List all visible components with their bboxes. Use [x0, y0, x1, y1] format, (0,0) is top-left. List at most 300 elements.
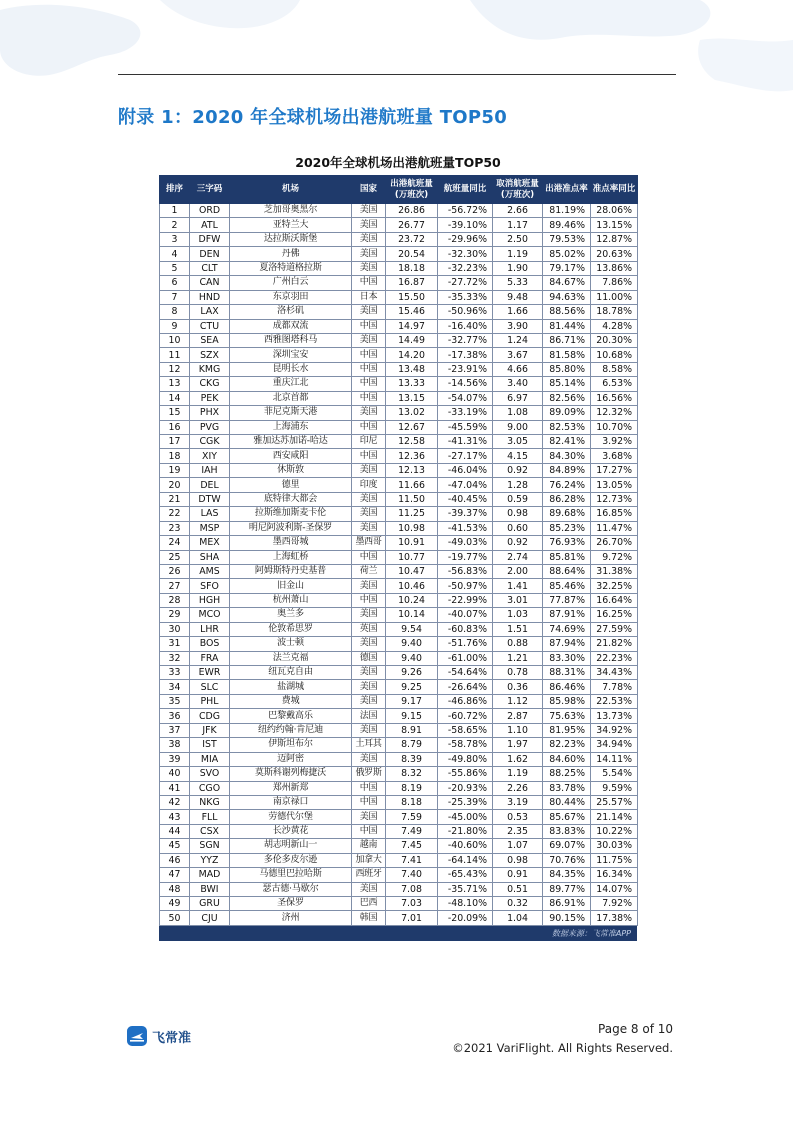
header-ontime: 出港准点率: [543, 176, 591, 204]
cell-cancel: 4.66: [493, 362, 543, 376]
cell-ontime-yoy: 6.53%: [591, 377, 638, 391]
cell-cancel: 1.19: [493, 247, 543, 261]
cell-ontime: 80.44%: [543, 795, 591, 809]
cell-rank: 37: [160, 723, 190, 737]
cell-ontime: 88.31%: [543, 666, 591, 680]
cell-flights: 10.46: [386, 579, 438, 593]
cell-airport: 重庆江北: [230, 377, 352, 391]
cell-ontime: 86.71%: [543, 333, 591, 347]
cell-cancel: 1.21: [493, 651, 543, 665]
cell-airport: 郑州新郑: [230, 781, 352, 795]
cell-flights: 20.54: [386, 247, 438, 261]
cell-rank: 34: [160, 680, 190, 694]
cell-country: 印度: [352, 478, 386, 492]
cell-yoy: -56.83%: [438, 564, 493, 578]
cell-flights: 11.66: [386, 478, 438, 492]
cell-country: 德国: [352, 651, 386, 665]
table-row: [160, 536, 638, 550]
cell-yoy: -27.17%: [438, 449, 493, 463]
cell-ontime: 86.46%: [543, 680, 591, 694]
cell-country: 中国: [352, 276, 386, 290]
cell-ontime-yoy: 11.47%: [591, 521, 638, 535]
cell-rank: 48: [160, 882, 190, 896]
cell-ontime: 70.76%: [543, 853, 591, 867]
cell-cancel: 1.51: [493, 622, 543, 636]
cell-yoy: -56.72%: [438, 204, 493, 218]
cell-airport: 广州白云: [230, 276, 352, 290]
cell-country: 美国: [352, 333, 386, 347]
logo-text: 飞常准: [152, 1030, 192, 1046]
cell-airport: 迈阿密: [230, 752, 352, 766]
cell-rank: 7: [160, 290, 190, 304]
table-row: [160, 767, 638, 781]
cell-cancel: 0.51: [493, 882, 543, 896]
cell-yoy: -21.80%: [438, 824, 493, 838]
cell-cancel: 1.12: [493, 694, 543, 708]
cell-ontime: 82.56%: [543, 391, 591, 405]
table-row: [160, 694, 638, 708]
cell-ontime-yoy: 14.11%: [591, 752, 638, 766]
cell-country: 中国: [352, 449, 386, 463]
cell-rank: 25: [160, 550, 190, 564]
cell-code: CKG: [190, 377, 230, 391]
cell-flights: 18.18: [386, 261, 438, 275]
cell-country: 美国: [352, 204, 386, 218]
cell-rank: 26: [160, 564, 190, 578]
cell-yoy: -46.04%: [438, 463, 493, 477]
cell-yoy: -33.19%: [438, 406, 493, 420]
table-row: [160, 882, 638, 896]
cell-yoy: -29.96%: [438, 232, 493, 246]
cell-flights: 12.67: [386, 420, 438, 434]
cell-country: 中国: [352, 593, 386, 607]
cell-cancel: 1.28: [493, 478, 543, 492]
cell-flights: 12.13: [386, 463, 438, 477]
header-code: 三字码: [190, 176, 230, 204]
table-row: [160, 579, 638, 593]
cell-ontime-yoy: 21.14%: [591, 810, 638, 824]
table-row: [160, 362, 638, 376]
cell-ontime-yoy: 16.56%: [591, 391, 638, 405]
cell-cancel: 9.48: [493, 290, 543, 304]
cell-ontime: 83.78%: [543, 781, 591, 795]
cell-ontime-yoy: 22.53%: [591, 694, 638, 708]
variflight-logo-icon: [127, 1026, 147, 1046]
cell-ontime-yoy: 11.75%: [591, 853, 638, 867]
cell-country: 美国: [352, 261, 386, 275]
table-row: [160, 911, 638, 925]
cell-ontime: 87.91%: [543, 608, 591, 622]
table-row: [160, 666, 638, 680]
table-row: [160, 853, 638, 867]
cell-cancel: 1.17: [493, 218, 543, 232]
cell-airport: 成都双流: [230, 319, 352, 333]
cell-country: 美国: [352, 694, 386, 708]
cell-yoy: -50.96%: [438, 305, 493, 319]
cell-flights: 26.86: [386, 204, 438, 218]
cell-ontime: 85.80%: [543, 362, 591, 376]
cell-yoy: -54.07%: [438, 391, 493, 405]
cell-rank: 4: [160, 247, 190, 261]
cell-rank: 11: [160, 348, 190, 362]
cell-yoy: -20.09%: [438, 911, 493, 925]
cell-rank: 40: [160, 767, 190, 781]
table-row: [160, 247, 638, 261]
cell-country: 俄罗斯: [352, 767, 386, 781]
cell-rank: 39: [160, 752, 190, 766]
cell-airport: 长沙黄花: [230, 824, 352, 838]
cell-ontime-yoy: 10.22%: [591, 824, 638, 838]
table-row: [160, 463, 638, 477]
cell-ontime: 69.07%: [543, 839, 591, 853]
cell-country: 中国: [352, 348, 386, 362]
cell-country: 土耳其: [352, 738, 386, 752]
cell-airport: 奥兰多: [230, 608, 352, 622]
cell-ontime-yoy: 3.92%: [591, 435, 638, 449]
table-title: 2020年全球机场出港航班量TOP50: [295, 155, 501, 170]
table-row: [160, 593, 638, 607]
cell-airport: 盐湖城: [230, 680, 352, 694]
cell-flights: 8.79: [386, 738, 438, 752]
cell-rank: 32: [160, 651, 190, 665]
cell-flights: 10.47: [386, 564, 438, 578]
table-row: [160, 897, 638, 911]
cell-ontime-yoy: 28.06%: [591, 204, 638, 218]
cell-rank: 36: [160, 709, 190, 723]
cell-cancel: 0.53: [493, 810, 543, 824]
cell-ontime: 76.93%: [543, 536, 591, 550]
table-row: [160, 810, 638, 824]
cell-ontime: 81.58%: [543, 348, 591, 362]
cell-yoy: -48.10%: [438, 897, 493, 911]
cell-cancel: 0.59: [493, 492, 543, 506]
cell-airport: 费城: [230, 694, 352, 708]
cell-airport: 伊斯坦布尔: [230, 738, 352, 752]
cell-code: DTW: [190, 492, 230, 506]
cell-ontime-yoy: 26.70%: [591, 536, 638, 550]
cell-code: AMS: [190, 564, 230, 578]
cell-flights: 7.08: [386, 882, 438, 896]
cell-airport: 拉斯维加斯麦卡伦: [230, 507, 352, 521]
cell-flights: 13.15: [386, 391, 438, 405]
cell-code: CGK: [190, 435, 230, 449]
cell-ontime: 82.53%: [543, 420, 591, 434]
cell-ontime-yoy: 17.27%: [591, 463, 638, 477]
cell-yoy: -35.71%: [438, 882, 493, 896]
cell-ontime-yoy: 14.07%: [591, 882, 638, 896]
cell-ontime: 86.28%: [543, 492, 591, 506]
cell-rank: 9: [160, 319, 190, 333]
cell-code: SVO: [190, 767, 230, 781]
table-row: [160, 550, 638, 564]
page-number: Page 8 of 10: [598, 1022, 673, 1036]
cell-code: MEX: [190, 536, 230, 550]
cell-airport: 达拉斯沃斯堡: [230, 232, 352, 246]
cell-country: 巴西: [352, 897, 386, 911]
cell-ontime-yoy: 8.58%: [591, 362, 638, 376]
cell-rank: 22: [160, 507, 190, 521]
table-row: [160, 738, 638, 752]
cell-country: 美国: [352, 232, 386, 246]
cell-country: 美国: [352, 666, 386, 680]
cell-ontime-yoy: 7.92%: [591, 897, 638, 911]
cell-yoy: -25.39%: [438, 795, 493, 809]
cell-cancel: 9.00: [493, 420, 543, 434]
cell-flights: 9.40: [386, 637, 438, 651]
cell-ontime: 76.24%: [543, 478, 591, 492]
cell-yoy: -64.14%: [438, 853, 493, 867]
cell-code: NKG: [190, 795, 230, 809]
cell-rank: 35: [160, 694, 190, 708]
cell-code: ATL: [190, 218, 230, 232]
cell-rank: 23: [160, 521, 190, 535]
cell-rank: 2: [160, 218, 190, 232]
cell-ontime: 84.35%: [543, 868, 591, 882]
header-flights: [386, 176, 438, 204]
table-row: [160, 564, 638, 578]
cell-code: MAD: [190, 868, 230, 882]
cell-airport: 洛杉矶: [230, 305, 352, 319]
cell-airport: 圣保罗: [230, 897, 352, 911]
cell-country: 韩国: [352, 911, 386, 925]
cell-ontime-yoy: 9.72%: [591, 550, 638, 564]
table-row: [160, 305, 638, 319]
cell-country: 美国: [352, 579, 386, 593]
footer-logo: [127, 1026, 191, 1046]
cell-ontime: 88.64%: [543, 564, 591, 578]
cell-code: CLT: [190, 261, 230, 275]
cell-ontime-yoy: 22.23%: [591, 651, 638, 665]
cell-rank: 6: [160, 276, 190, 290]
cell-cancel: 3.40: [493, 377, 543, 391]
cell-yoy: -26.64%: [438, 680, 493, 694]
cell-rank: 16: [160, 420, 190, 434]
cell-yoy: -50.97%: [438, 579, 493, 593]
cell-ontime-yoy: 34.92%: [591, 723, 638, 737]
cell-yoy: -32.77%: [438, 333, 493, 347]
cell-country: 越南: [352, 839, 386, 853]
table-row: [160, 348, 638, 362]
cell-ontime: 85.02%: [543, 247, 591, 261]
cell-code: SGN: [190, 839, 230, 853]
cell-ontime-yoy: 12.87%: [591, 232, 638, 246]
cell-ontime-yoy: 30.03%: [591, 839, 638, 853]
table-row: [160, 839, 638, 853]
cell-airport: 底特律大都会: [230, 492, 352, 506]
cell-country: 美国: [352, 463, 386, 477]
cell-cancel: 2.74: [493, 550, 543, 564]
cell-ontime: 84.60%: [543, 752, 591, 766]
header-country: 国家: [352, 176, 386, 204]
cell-ontime-yoy: 32.25%: [591, 579, 638, 593]
cell-yoy: -19.77%: [438, 550, 493, 564]
cell-airport: 法兰克福: [230, 651, 352, 665]
cell-airport: 胡志明新山一: [230, 839, 352, 853]
cell-country: 中国: [352, 377, 386, 391]
cell-flights: 12.36: [386, 449, 438, 463]
cell-ontime: 88.25%: [543, 767, 591, 781]
cell-flights: 7.01: [386, 911, 438, 925]
cell-country: 美国: [352, 218, 386, 232]
cell-code: SEA: [190, 333, 230, 347]
cell-airport: 丹佛: [230, 247, 352, 261]
table-row: [160, 868, 638, 882]
header-cancel-line2: (万班次): [500, 189, 535, 200]
cell-flights: 7.03: [386, 897, 438, 911]
cell-airport: 北京首都: [230, 391, 352, 405]
cell-code: PEK: [190, 391, 230, 405]
cell-country: 加拿大: [352, 853, 386, 867]
cell-country: 美国: [352, 637, 386, 651]
table-row: [160, 276, 638, 290]
cell-ontime: 86.91%: [543, 897, 591, 911]
cell-code: EWR: [190, 666, 230, 680]
cell-country: 英国: [352, 622, 386, 636]
cell-yoy: -51.76%: [438, 637, 493, 651]
cell-code: SZX: [190, 348, 230, 362]
cell-cancel: 1.24: [493, 333, 543, 347]
cell-cancel: 1.03: [493, 608, 543, 622]
cell-ontime: 81.95%: [543, 723, 591, 737]
table-row: [160, 391, 638, 405]
cell-flights: 7.49: [386, 824, 438, 838]
cell-yoy: -45.59%: [438, 420, 493, 434]
cell-yoy: -16.40%: [438, 319, 493, 333]
cell-rank: 44: [160, 824, 190, 838]
cell-airport: 济州: [230, 911, 352, 925]
cell-cancel: 3.90: [493, 319, 543, 333]
cell-yoy: -60.83%: [438, 622, 493, 636]
cell-cancel: 3.19: [493, 795, 543, 809]
cell-rank: 46: [160, 853, 190, 867]
cell-yoy: -40.60%: [438, 839, 493, 853]
cell-airport: 明尼阿波利斯-圣保罗: [230, 521, 352, 535]
cell-yoy: -41.31%: [438, 435, 493, 449]
header-cancel: [493, 176, 543, 204]
cell-airport: 多伦多皮尔逊: [230, 853, 352, 867]
cell-cancel: 1.07: [493, 839, 543, 853]
cell-ontime-yoy: 27.59%: [591, 622, 638, 636]
cell-airport: 阿姆斯特丹史基普: [230, 564, 352, 578]
cell-code: JFK: [190, 723, 230, 737]
cell-cancel: 3.67: [493, 348, 543, 362]
cell-airport: 波士顿: [230, 637, 352, 651]
cell-code: CJU: [190, 911, 230, 925]
ranking-table-container: [159, 175, 637, 941]
cell-yoy: -35.33%: [438, 290, 493, 304]
cell-rank: 1: [160, 204, 190, 218]
cell-cancel: 0.92: [493, 536, 543, 550]
table-row: [160, 478, 638, 492]
cell-cancel: 1.04: [493, 911, 543, 925]
table-row: [160, 492, 638, 506]
cell-yoy: -32.30%: [438, 247, 493, 261]
cell-country: 中国: [352, 550, 386, 564]
table-row: [160, 232, 638, 246]
cell-flights: 15.46: [386, 305, 438, 319]
cell-ontime: 87.94%: [543, 637, 591, 651]
cell-ontime: 85.23%: [543, 521, 591, 535]
cell-code: HGH: [190, 593, 230, 607]
table-row: [160, 333, 638, 347]
cell-yoy: -22.99%: [438, 593, 493, 607]
cell-yoy: -46.86%: [438, 694, 493, 708]
cell-country: 美国: [352, 882, 386, 896]
cell-flights: 10.14: [386, 608, 438, 622]
cell-cancel: 2.26: [493, 781, 543, 795]
cell-flights: 8.18: [386, 795, 438, 809]
cell-yoy: -41.53%: [438, 521, 493, 535]
cell-cancel: 6.97: [493, 391, 543, 405]
cell-cancel: 0.88: [493, 637, 543, 651]
cell-rank: 20: [160, 478, 190, 492]
cell-country: 中国: [352, 319, 386, 333]
header-cancel-line1: 取消航班量: [496, 178, 539, 189]
cell-flights: 11.50: [386, 492, 438, 506]
cell-code: CGO: [190, 781, 230, 795]
cell-ontime-yoy: 3.68%: [591, 449, 638, 463]
table-row: [160, 723, 638, 737]
cell-ontime: 84.89%: [543, 463, 591, 477]
cell-rank: 31: [160, 637, 190, 651]
cell-code: LAX: [190, 305, 230, 319]
cell-code: CSX: [190, 824, 230, 838]
cell-country: 美国: [352, 507, 386, 521]
cell-country: 美国: [352, 810, 386, 824]
cell-ontime-yoy: 11.00%: [591, 290, 638, 304]
cell-cancel: 1.90: [493, 261, 543, 275]
cell-code: SLC: [190, 680, 230, 694]
cell-code: GRU: [190, 897, 230, 911]
cell-flights: 26.77: [386, 218, 438, 232]
cell-airport: 纽瓦克自由: [230, 666, 352, 680]
cell-cancel: 2.50: [493, 232, 543, 246]
table-row: [160, 651, 638, 665]
cell-ontime: 75.63%: [543, 709, 591, 723]
section-title: 附录 1：2020 年全球机场出港航班量 TOP50: [118, 107, 508, 128]
cell-country: 中国: [352, 795, 386, 809]
cell-cancel: 0.78: [493, 666, 543, 680]
cell-cancel: 0.98: [493, 853, 543, 867]
cell-flights: 7.40: [386, 868, 438, 882]
cell-code: XIY: [190, 449, 230, 463]
cell-country: 墨西哥: [352, 536, 386, 550]
cell-cancel: 3.01: [493, 593, 543, 607]
cell-rank: 21: [160, 492, 190, 506]
cell-airport: 劳德代尔堡: [230, 810, 352, 824]
cell-cancel: 1.19: [493, 767, 543, 781]
cell-country: 美国: [352, 608, 386, 622]
cell-rank: 15: [160, 406, 190, 420]
header-yoy: 航班量同比: [438, 176, 493, 204]
cell-cancel: 0.60: [493, 521, 543, 535]
cell-country: 美国: [352, 247, 386, 261]
cell-flights: 14.49: [386, 333, 438, 347]
cell-country: 美国: [352, 406, 386, 420]
cell-rank: 14: [160, 391, 190, 405]
cell-flights: 12.58: [386, 435, 438, 449]
cell-cancel: 1.62: [493, 752, 543, 766]
cell-cancel: 0.92: [493, 463, 543, 477]
header-ontime-yoy: 准点率同比: [591, 176, 638, 204]
table-row: [160, 435, 638, 449]
cell-ontime-yoy: 16.34%: [591, 868, 638, 882]
cell-rank: 41: [160, 781, 190, 795]
cell-flights: 8.39: [386, 752, 438, 766]
cell-flights: 8.32: [386, 767, 438, 781]
cell-code: CAN: [190, 276, 230, 290]
table-row: [160, 622, 638, 636]
